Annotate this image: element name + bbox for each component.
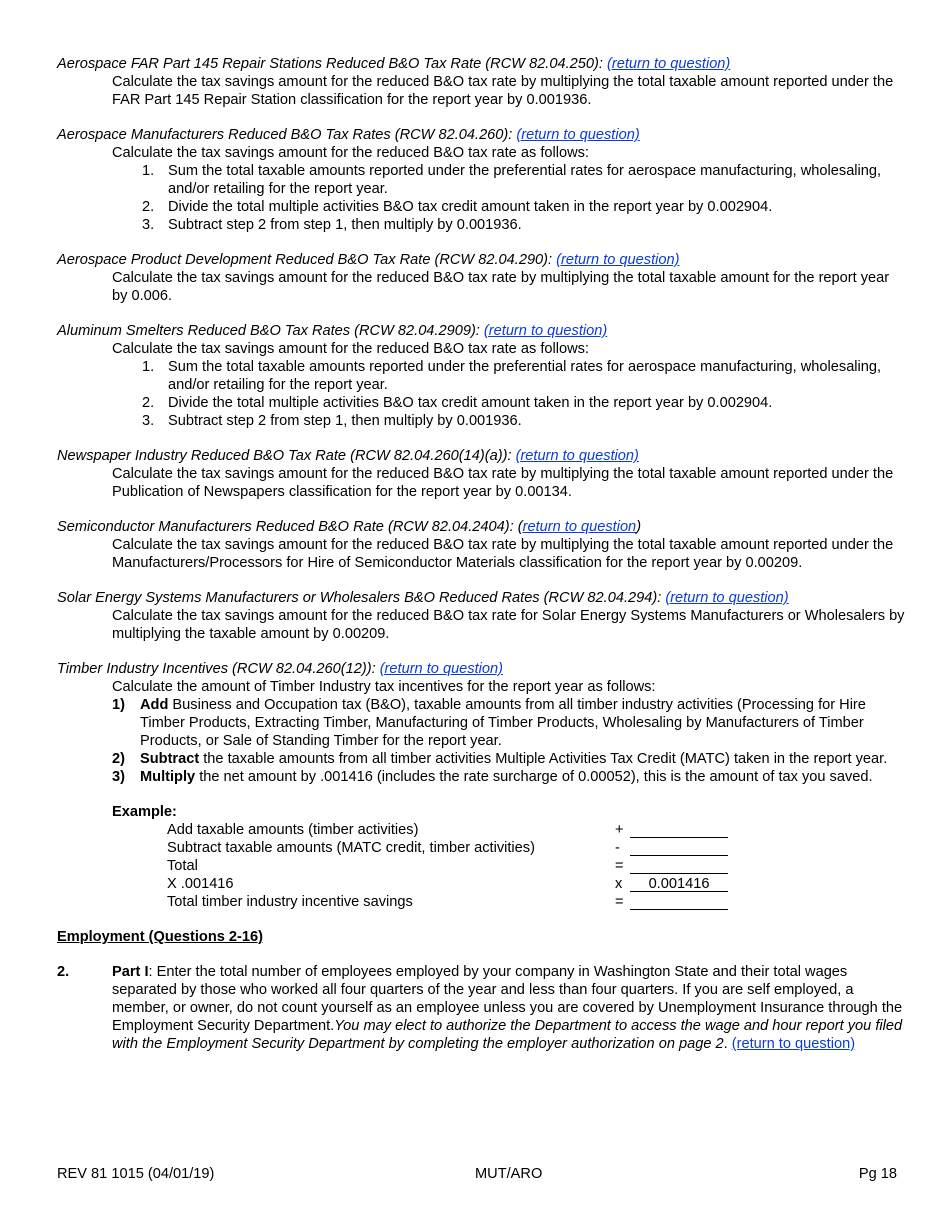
section-solar-energy xyxy=(57,589,907,643)
section-text: Calculate the tax savings amount for the reduced B&O tax rate as follows: xyxy=(112,341,589,357)
section-aluminum-smelters xyxy=(57,322,907,430)
section-heading: Aerospace FAR Part 145 Repair Stations Reduced B&O Tax Rate (RCW 82.04.250): (return to question) xyxy=(57,56,731,72)
section-far-145 xyxy=(57,55,907,109)
blank-field xyxy=(630,857,728,874)
form-number: REV 81 1015 (04/01/19) xyxy=(57,1166,215,1182)
section-heading: Timber Industry Incentives (RCW 82.04.260(12)): (return to question) xyxy=(57,661,503,677)
employment-heading: Employment (Questions 2-16) xyxy=(57,929,263,945)
section-heading: Newspaper Industry Reduced B&O Tax Rate (RCW 82.04.260(14)(a)): (return to question) xyxy=(57,448,639,464)
example-row: Total = xyxy=(112,857,907,875)
section-heading: Aerospace Product Development Reduced B&O Tax Rate (RCW 82.04.290): (return to question) xyxy=(57,252,680,268)
return-to-question-link[interactable]: (return to question) xyxy=(665,590,789,606)
page-footer xyxy=(57,1165,897,1183)
rate-field: 0.001416 xyxy=(630,875,728,892)
step-list xyxy=(112,162,907,234)
return-to-question-link[interactable]: (return to question) xyxy=(515,448,639,464)
section-text: Calculate the tax savings amount for the reduced B&O tax rate by multiplying the total taxable amount reported under the Publication of Newspapers classification for the report year by 0.00134. xyxy=(112,466,894,500)
question-2 xyxy=(57,963,907,1053)
step-list xyxy=(112,696,907,786)
list-item: 1. Sum the total taxable amounts reported under the preferential rates for aerospace manufacturing, wholesaling, and/or retailing for the report year. xyxy=(142,163,882,197)
section-newspaper-industry xyxy=(57,447,907,501)
return-to-question-link[interactable]: (return to question) xyxy=(556,252,680,268)
list-item: 3. Subtract step 2 from step 1, then multiply by 0.001936. xyxy=(142,217,522,233)
list-item: 3. Subtract step 2 from step 1, then multiply by 0.001936. xyxy=(142,413,522,429)
section-heading: Solar Energy Systems Manufacturers or Wholesalers B&O Reduced Rates (RCW 82.04.294): (return to question) xyxy=(57,590,789,606)
return-to-question-link[interactable]: return to question xyxy=(522,519,637,535)
blank-field xyxy=(630,821,728,838)
question-text: Part I: Enter the total number of employees employed by your company in Washington State and their total wages separated by those who worked all four quarters of the year and less than four quarters. If you are self employed, a member, or owner, do not count yourself as an employee unless you are covered by Unemployment Insurance through the Employment Security Department.You may elect to authorize the Department to access the wage and hour report you filed with the Employment Security Department by completing the employer authorization on page 2. (return to question) xyxy=(112,964,903,1052)
example-row: Subtract taxable amounts (MATC credit, timber activities) - xyxy=(112,839,907,857)
example-row: Total timber industry incentive savings = xyxy=(112,893,907,911)
example-block xyxy=(112,803,907,911)
document-page xyxy=(57,55,907,1053)
page-number: Pg 18 xyxy=(858,1166,897,1182)
return-to-question-link[interactable]: (return to question) xyxy=(379,661,503,677)
section-text: Calculate the tax savings amount for the reduced B&O tax rate for Solar Energy Systems Manufacturers or Wholesalers by multiplying the taxable amount by 0.00209. xyxy=(112,608,905,642)
section-text: Calculate the tax savings amount for the reduced B&O tax rate by multiplying the total taxable amount reported under the Manufacturers/Processors for Hire of Semiconductor Materials classification for the report year by 0.00209. xyxy=(112,537,894,571)
list-item: 2) Subtract the taxable amounts from all timber activities Multiple Activities Tax Credit (MATC) taken in the report year. xyxy=(112,751,888,767)
section-heading: Aerospace Manufacturers Reduced B&O Tax Rates (RCW 82.04.260): (return to question) xyxy=(57,127,640,143)
return-to-question-link[interactable]: (return to question) xyxy=(606,56,731,72)
list-item: 2. Divide the total multiple activities B&O tax credit amount taken in the report year by 0.002904. xyxy=(142,199,773,215)
section-text: Calculate the tax savings amount for the reduced B&O tax rate by multiplying the total taxable amount reported under the FAR Part 145 Repair Station classification for the report year by 0.001936. xyxy=(112,74,894,108)
example-row: X .001416 x 0.001416 xyxy=(112,875,907,893)
list-item: 3) Multiply the net amount by .001416 (includes the rate surcharge of 0.00052), this is the amount of tax you saved. xyxy=(112,769,873,785)
section-aerospace-manufacturers xyxy=(57,126,907,234)
section-text: Calculate the amount of Timber Industry tax incentives for the report year as follows: xyxy=(112,679,656,695)
section-heading: Semiconductor Manufacturers Reduced B&O Rate (RCW 82.04.2404): (return to question) xyxy=(57,519,642,535)
list-item: 1) Add Business and Occupation tax (B&O), taxable amounts from all timber industry activities (Processing for Hire Timber Products, Extracting Timber, Manufacturing of Timber Products, Wholesaling by Manufacturers of Timber Products, or Sale of Standing Timber for the report year. xyxy=(112,697,866,749)
return-to-question-link[interactable]: (return to question) xyxy=(516,127,640,143)
return-to-question-link[interactable]: (return to question) xyxy=(731,1036,856,1052)
section-text: Calculate the tax savings amount for the reduced B&O tax rate as follows: xyxy=(112,145,589,161)
example-title: Example: xyxy=(112,804,177,820)
return-to-question-link[interactable]: (return to question) xyxy=(483,323,608,339)
blank-field xyxy=(630,839,728,856)
section-timber-industry xyxy=(57,660,907,911)
form-code: MUT/ARO xyxy=(475,1166,543,1182)
step-list xyxy=(112,358,907,430)
section-text: Calculate the tax savings amount for the reduced B&O tax rate by multiplying the total taxable amount for the report year by 0.006. xyxy=(112,270,890,304)
list-item: 1. Sum the total taxable amounts reported under the preferential rates for aerospace manufacturing, wholesaling, and/or retailing for the report year. xyxy=(142,359,882,393)
example-row: Add taxable amounts (timber activities) + xyxy=(112,821,907,839)
blank-field xyxy=(630,893,728,910)
list-item: 2. Divide the total multiple activities B&O tax credit amount taken in the report year by 0.002904. xyxy=(142,395,773,411)
section-semiconductor-manufacturers xyxy=(57,518,907,572)
section-heading: Aluminum Smelters Reduced B&O Tax Rates (RCW 82.04.2909): (return to question) xyxy=(57,323,608,339)
section-aerospace-product-development xyxy=(57,251,907,305)
question-number: 2. xyxy=(57,964,70,980)
